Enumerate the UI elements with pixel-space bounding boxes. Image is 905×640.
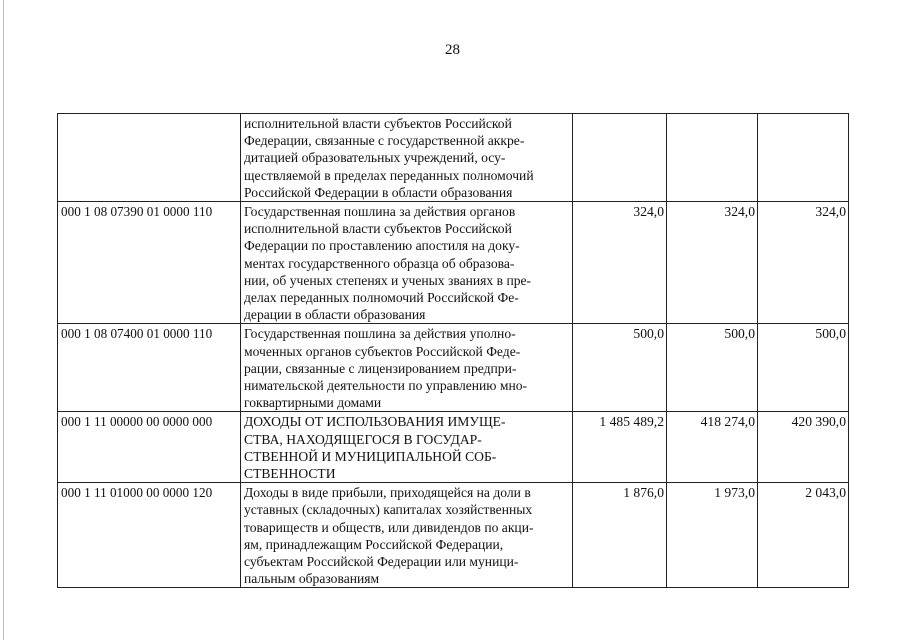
table-row <box>58 202 849 324</box>
amount-year-2: 324,0 <box>667 202 758 324</box>
budget-classification-code: 000 1 08 07400 01 0000 110 <box>58 324 241 412</box>
revenue-name-line: исполнительной власти субъектов Российской <box>244 221 512 237</box>
table-row <box>58 324 849 412</box>
revenue-name-line: СТВЕННОСТИ <box>244 466 336 482</box>
amount-year-3: 420 390,0 <box>758 412 849 483</box>
amount-year-2: 500,0 <box>667 324 758 412</box>
amount-year-3 <box>758 114 849 202</box>
table-row <box>58 114 849 202</box>
revenue-name-line: СТВА, НАХОДЯЩЕГОСЯ В ГОСУДАР- <box>244 431 482 447</box>
revenue-name-cell <box>241 202 573 324</box>
amount-year-3: 500,0 <box>758 324 849 412</box>
revenue-name-line: ДОХОДЫ ОТ ИСПОЛЬЗОВАНИЯ ИМУЩЕ- <box>244 414 506 430</box>
revenue-name-line: Государственная пошлина за действия уполно- <box>244 326 516 342</box>
revenue-name-line: рации, связанные с лицензированием предпри- <box>244 360 517 376</box>
revenue-name-line: пальным образованиям <box>244 571 380 587</box>
revenue-name-cell <box>241 483 573 588</box>
table-row <box>58 483 849 588</box>
budget-classification-code: 000 1 08 07390 01 0000 110 <box>58 202 241 324</box>
budget-classification-code: 000 1 11 01000 00 0000 120 <box>58 483 241 588</box>
revenue-name-line: уставных (складочных) капиталах хозяйственных <box>244 502 533 518</box>
budget-classification-code <box>58 114 241 202</box>
page-number: 28 <box>445 42 460 58</box>
revenue-name-cell <box>241 114 573 202</box>
revenue-name-line: Государственная пошлина за действия органов <box>244 204 516 220</box>
amount-year-2: 1 973,0 <box>667 483 758 588</box>
revenue-name-line: ментах государственного образца об образова- <box>244 255 515 271</box>
budget-classification-code: 000 1 11 00000 00 0000 000 <box>58 412 241 483</box>
revenue-name-line: делах переданных полномочий Российской Фе- <box>244 290 519 306</box>
revenue-name-line: нии, об ученых степенях и ученых званиях в пре- <box>244 272 532 288</box>
amount-year-1 <box>573 114 667 202</box>
budget-revenue-table <box>57 113 849 588</box>
revenue-name-line: ществляемой в пределах переданных полномочий <box>244 167 534 183</box>
amount-year-2 <box>667 114 758 202</box>
revenue-name-line: дитацией образовательных учреждений, осу- <box>244 150 506 166</box>
revenue-name-line: Федерации, связанные с государственной аккре- <box>244 133 525 149</box>
amount-year-1: 1 485 489,2 <box>573 412 667 483</box>
revenue-name-line: Федерации по проставлению апостиля на доку- <box>244 238 520 254</box>
amount-year-1: 500,0 <box>573 324 667 412</box>
revenue-name-line: нимательской деятельности по управлению мно- <box>244 378 528 394</box>
revenue-name-line: СТВЕННОЙ И МУНИЦИПАЛЬНОЙ СОБ- <box>244 448 497 464</box>
revenue-name-line: Доходы в виде прибыли, приходящейся на доли в <box>244 485 531 501</box>
revenue-name-line: исполнительной власти субъектов Российской <box>244 116 512 131</box>
table-row <box>58 412 849 483</box>
revenue-name-line: дерации в области образования <box>244 307 426 323</box>
revenue-name-cell <box>241 412 573 483</box>
page-left-edge <box>3 0 4 640</box>
revenue-name-line: товариществ и обществ, или дивидендов по акци- <box>244 519 534 535</box>
amount-year-1: 324,0 <box>573 202 667 324</box>
amount-year-3: 324,0 <box>758 202 849 324</box>
revenue-name-line: гоквартирными домами <box>244 395 382 411</box>
amount-year-3: 2 043,0 <box>758 483 849 588</box>
amount-year-1: 1 876,0 <box>573 483 667 588</box>
amount-year-2: 418 274,0 <box>667 412 758 483</box>
revenue-name-line: ям, принадлежащим Российской Федерации, <box>244 536 504 552</box>
revenue-name-line: субъектам Российской Федерации или муници- <box>244 554 519 570</box>
revenue-name-line: моченных органов субъектов Российской Феде- <box>244 343 521 359</box>
revenue-name-cell <box>241 324 573 412</box>
revenue-name-line: Российской Федерации в области образования <box>244 184 513 200</box>
